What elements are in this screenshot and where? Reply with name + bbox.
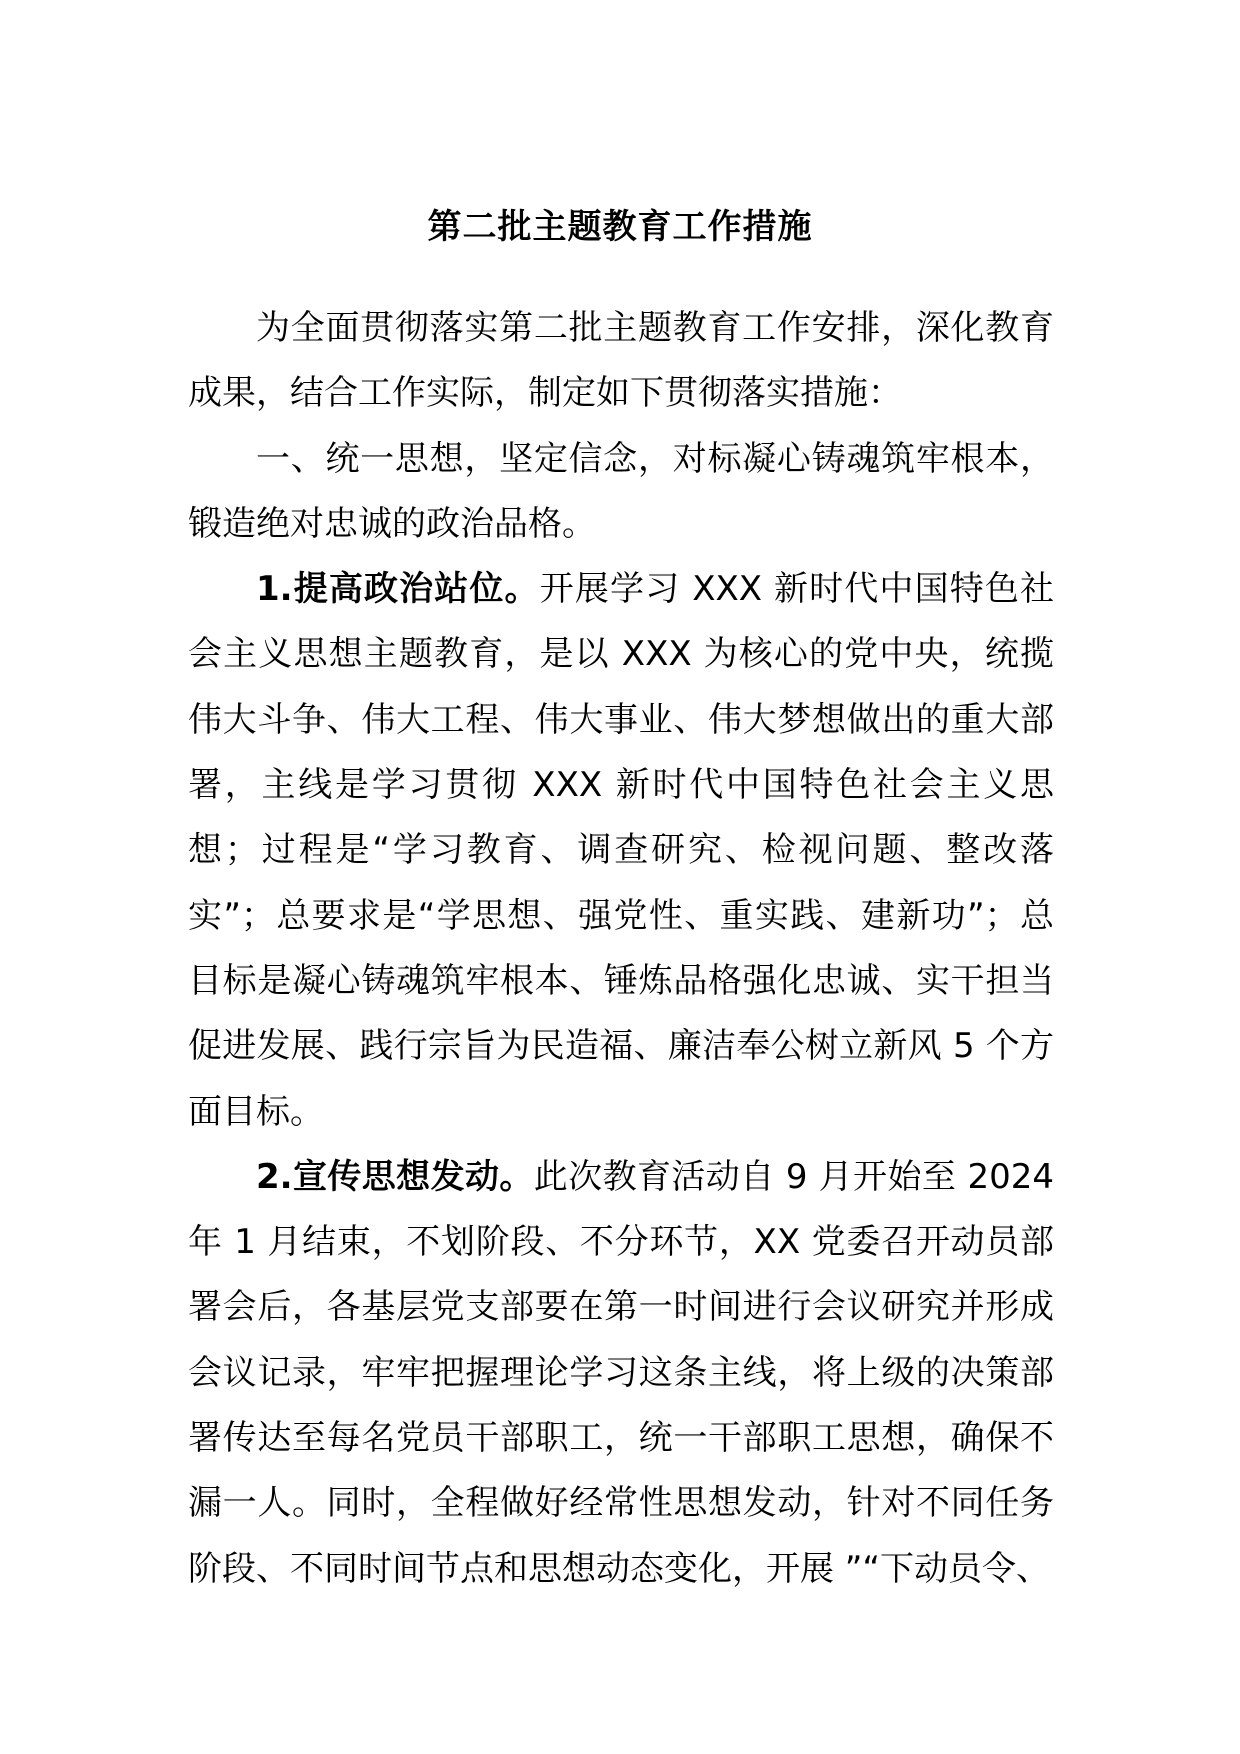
- item-1-paragraph: [188, 557, 1054, 1145]
- document-title: 第二批主题教育工作措施: [427, 207, 813, 247]
- item-1-lead: 1.提高政治站位。: [256, 569, 540, 610]
- item-2-paragraph: [188, 1145, 1054, 1602]
- section-1-heading: 一、统一思想，坚定信念，对标凝心铸魂筑牢根本，锻造绝对忠诚的政治品格。: [188, 438, 1054, 544]
- item-2-text: 此次教育活动自 9 月开始至 2024 年 1 月结束，不划阶段、不分环节，XX 党委召开动员部署会后，各基层党支部要在第一时间进行会议研究并形成会议记录，牢牢把握理论学习这条主线，将上级的决策部署传达至每名党员干部职工，统一干部职工思想，确保不漏一人。同时，全程做好经常性思想发动，针对不同任务阶段、不同时间节点和思想动态变化，开展 ”“下动员令、: [188, 1156, 1054, 1589]
- item-1-text: 开展学习 XXX 新时代中国特色社会主义思想主题教育，是以 XXX 为核心的党中央，统揽伟大斗争、伟大工程、伟大事业、伟大梦想做出的重大部署，主线是学习贯彻 XXX 新时代中国特色社会主义思想；过程是“学习教育、调查研究、检视问题、整改落实”；总要求是“学思想、强党性、重实践、建新功”；总目标是凝心铸魂筑牢根本、锤炼品格强化忠诚、实干担当促进发展、践行宗旨为民造福、廉洁奉公树立新风 5 个方面目标。: [188, 569, 1054, 1132]
- document-body: [188, 296, 1054, 1602]
- item-2-lead: 2.宣传思想发动。: [256, 1156, 534, 1197]
- intro-paragraph: 为全面贯彻落实第二批主题教育工作安排，深化教育成果，结合工作实际，制定如下贯彻落实措施：: [188, 308, 1054, 414]
